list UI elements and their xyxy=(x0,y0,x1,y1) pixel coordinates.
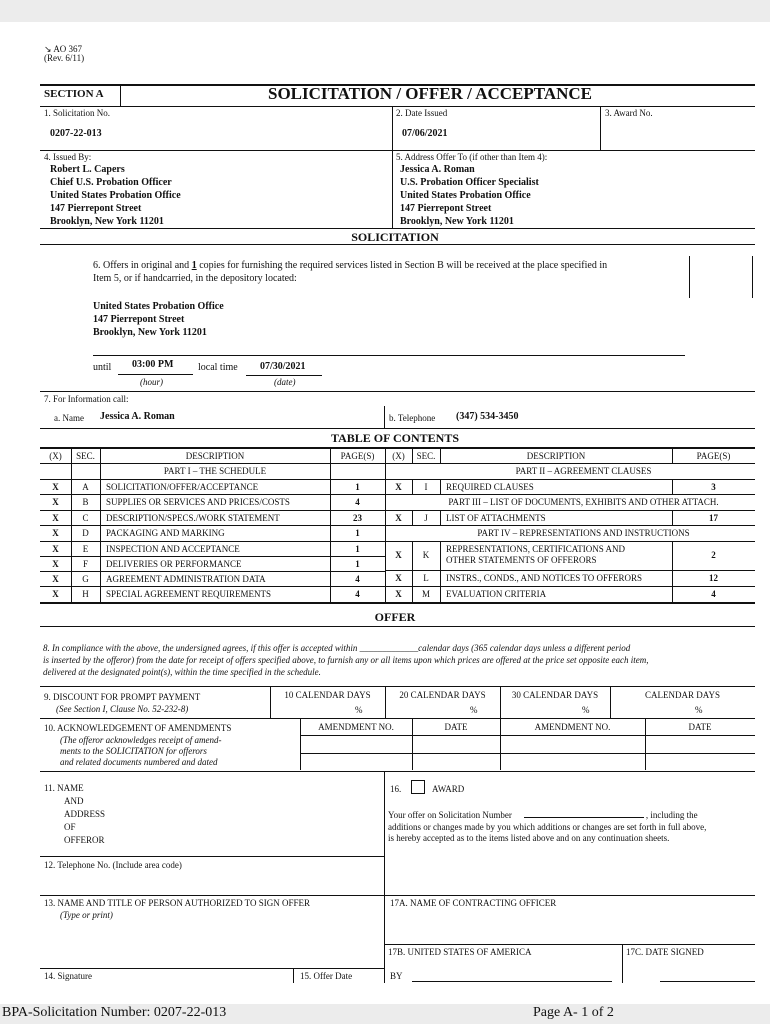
item-6-line2: Item 5, or if handcarried, in the depository located: xyxy=(93,273,297,284)
amend-col: AMENDMENT NO. xyxy=(318,722,394,732)
item-8-line: delivered at the designated point(s), within the time specified in the schedule. xyxy=(43,667,321,677)
toc-desc-line: OTHER STATEMENTS OF OFFERORS xyxy=(446,555,597,565)
item-6-post: copies for furnishing the required services listed in Section B will be received at the place specified in xyxy=(196,260,608,271)
toc-row-divider xyxy=(40,571,385,572)
toc-mark: X xyxy=(52,544,59,554)
toc-mark: X xyxy=(52,497,59,507)
toc-col-sec: SEC. xyxy=(76,451,95,461)
toc-mark: X xyxy=(395,589,402,599)
issued-by-line: Robert L. Capers xyxy=(50,164,125,175)
toc-row-divider xyxy=(40,510,385,511)
toc-mark: X xyxy=(52,574,59,584)
toc-col-sec: SEC. xyxy=(416,451,436,461)
toc-part-4: PART IV – REPRESENTATIONS AND INSTRUCTIONS xyxy=(477,528,690,538)
toc-pages: 1 xyxy=(355,482,360,492)
offeror-label-line: OFFEROR xyxy=(64,835,105,845)
toc-mark: X xyxy=(395,482,402,492)
percent-sign: % xyxy=(695,705,703,715)
toc-desc: LIST OF ATTACHMENTS xyxy=(446,513,546,523)
section-a-label: SECTION A xyxy=(44,88,104,100)
toc-sec: F xyxy=(82,559,88,569)
award-text-3: is hereby accepted as to the items listed above and on any continuation sheets. xyxy=(388,833,670,843)
signature-label: 14. Signature xyxy=(44,971,92,981)
toc-sec: B xyxy=(82,497,89,507)
item-6-text xyxy=(93,260,607,271)
telephone-value: (347) 534-3450 xyxy=(456,411,519,422)
toc-pages: 17 xyxy=(709,513,718,523)
footer-solicitation-number: BPA-Solicitation Number: 0207-22-013 xyxy=(2,1005,227,1020)
discount-col: CALENDAR DAYS xyxy=(645,690,720,700)
solicitation-no-value: 0207-22-013 xyxy=(50,128,102,139)
date-issued-value: 07/06/2021 xyxy=(402,128,448,139)
amend-col: DATE xyxy=(688,722,712,732)
toc-sec: J xyxy=(424,513,428,523)
toc-desc: EVALUATION CRITERIA xyxy=(446,589,547,599)
name-label: a. Name xyxy=(54,413,84,423)
depository-block xyxy=(93,300,224,339)
toc-row-divider xyxy=(40,525,385,526)
pen-icon: ↘ xyxy=(44,44,52,54)
offer-to-line: United States Probation Office xyxy=(400,190,531,201)
offeror-label-line: OF xyxy=(64,822,76,832)
toc-col-pages: PAGE(S) xyxy=(340,451,375,461)
toc-desc-line: REPRESENTATIONS, CERTIFICATIONS AND xyxy=(446,544,626,554)
item-6-pre: 6. Offers in original and xyxy=(93,260,192,271)
info-call-label: 7. For Information call: xyxy=(44,394,129,404)
toc-part-2: PART II – AGREEMENT CLAUSES xyxy=(515,466,652,476)
toc-sec: K xyxy=(422,550,430,560)
toc-col-x: (X) xyxy=(392,451,405,461)
toc-pages: 23 xyxy=(353,513,362,523)
offer-to-line: U.S. Probation Officer Specialist xyxy=(400,177,539,188)
award-text: Your offer on Solicitation Number xyxy=(388,810,512,820)
date-signed-label: 17C. DATE SIGNED xyxy=(626,947,704,957)
offeror-label-line: ADDRESS xyxy=(64,809,106,819)
issued-by-label: 4. Issued By: xyxy=(44,152,92,162)
offer-date-label: 15. Offer Date xyxy=(300,971,353,981)
toc-col-desc: DESCRIPTION xyxy=(526,451,586,461)
by-label: BY xyxy=(390,971,403,981)
percent-sign: % xyxy=(355,705,363,715)
toc-desc: INSPECTION AND ACCEPTANCE xyxy=(106,544,240,554)
percent-sign: % xyxy=(470,705,478,715)
toc-row-divider xyxy=(40,586,385,587)
amendments-sub-line: and related documents numbered and dated xyxy=(60,757,218,767)
amendments-label: 10. ACKNOWLEDGEMENT OF AMENDMENTS xyxy=(44,723,232,733)
toc-sec: H xyxy=(82,589,89,599)
toc-row-divider xyxy=(40,494,385,495)
toc-mark: X xyxy=(52,559,59,569)
toc-heading: TABLE OF CONTENTS xyxy=(330,431,460,445)
toc-col-pages: PAGE(S) xyxy=(696,451,731,461)
toc-row-divider xyxy=(40,556,385,557)
amend-col: DATE xyxy=(444,722,468,732)
address-offer-to-label: 5. Address Offer To (if other than Item 4): xyxy=(396,152,548,162)
depository-line: United States Probation Office xyxy=(93,301,224,312)
toc-desc: SOLICITATION/OFFER/ACCEPTANCE xyxy=(106,482,259,492)
authorized-signer-label: 13. NAME AND TITLE OF PERSON AUTHORIZED TO SIGN OFFER xyxy=(44,898,311,908)
discount-col: 30 CALENDAR DAYS xyxy=(511,690,599,700)
toc-pages: 4 xyxy=(711,589,716,599)
award-text-2: additions or changes made by you which additions or changes are set forth in full above, xyxy=(388,822,707,832)
toc-mark: X xyxy=(395,573,402,583)
depository-line: Brooklyn, New York 11201 xyxy=(93,327,207,338)
item-16-label: 16. xyxy=(390,784,402,794)
award-text: , including the xyxy=(645,810,698,820)
amendments-sub-line: ments to the SOLICITATION for offerors xyxy=(60,746,207,756)
toc-col-x: (X) xyxy=(49,451,62,461)
item-8-line: 8. In compliance with the above, the undersigned agrees, if this offer is accepted within _____________calendar days (365 calendar days unless a different period xyxy=(43,643,631,653)
discount-sub: (See Section I, Clause No. 52-232-8) xyxy=(56,704,189,714)
toc-sec: M xyxy=(421,589,430,599)
toc-mark: X xyxy=(395,513,402,523)
toc-pages: 1 xyxy=(355,559,360,569)
form-title: SOLICITATION / OFFER / ACCEPTANCE xyxy=(268,84,592,103)
toc-part-3: PART III – LIST OF DOCUMENTS, EXHIBITS AND OTHER ATTACH. xyxy=(448,497,719,507)
authorized-signer-sub: (Type or print) xyxy=(60,910,113,920)
toc-part-1: PART I – THE SCHEDULE xyxy=(163,466,267,476)
item-8-text xyxy=(43,642,648,678)
issued-by-block xyxy=(50,163,181,228)
discount-col: 20 CALENDAR DAYS xyxy=(399,690,486,700)
usa-label: 17B. UNITED STATES OF AMERICA xyxy=(388,947,532,957)
offeror-label-line: 11. NAME xyxy=(44,783,84,793)
form-rev: (Rev. 6/11) xyxy=(44,53,85,63)
depository-line: 147 Pierrepont Street xyxy=(93,314,185,325)
telephone-label: b. Telephone xyxy=(389,413,436,423)
amendments-sub xyxy=(60,735,222,768)
award-label: AWARD xyxy=(432,784,465,794)
offeror-name-address-label xyxy=(44,782,105,847)
toc-pages: 4 xyxy=(355,497,360,507)
toc-col-desc: DESCRIPTION xyxy=(185,451,245,461)
toc-desc: PACKAGING AND MARKING xyxy=(106,528,225,538)
solicitation-number-blank[interactable] xyxy=(524,817,644,818)
toc-sec: C xyxy=(82,513,89,523)
toc-sec: A xyxy=(82,482,89,492)
toc-sec: I xyxy=(424,482,428,492)
percent-sign: % xyxy=(582,705,590,715)
toc-desc: SUPPLIES OR SERVICES AND PRICES/COSTS xyxy=(106,497,290,507)
issued-by-line: Brooklyn, New York 11201 xyxy=(50,216,164,227)
form-page xyxy=(0,22,770,1004)
local-time-label: local time xyxy=(198,362,238,373)
toc-desc: DELIVERIES OR PERFORMANCE xyxy=(106,559,242,569)
toc-sec: D xyxy=(82,528,89,538)
amendments-sub-line: (The offeror acknowledges receipt of amend- xyxy=(60,735,222,745)
toc-mark: X xyxy=(395,550,402,560)
toc-pages: 3 xyxy=(711,482,716,492)
issued-by-line: United States Probation Office xyxy=(50,190,181,201)
discount-col: 10 CALENDAR DAYS xyxy=(284,690,371,700)
toc-desc: SPECIAL AGREEMENT REQUIREMENTS xyxy=(106,589,272,599)
toc-mark: X xyxy=(52,528,59,538)
item-6-copies: 1 xyxy=(191,260,197,271)
solicitation-heading: SOLICITATION xyxy=(351,230,439,244)
offer-heading: OFFER xyxy=(374,610,416,624)
toc-pages: 4 xyxy=(355,589,360,599)
toc-desc: AGREEMENT ADMINISTRATION DATA xyxy=(106,574,266,584)
contracting-officer-label: 17A. NAME OF CONTRACTING OFFICER xyxy=(390,898,557,908)
footer-page-number: Page A- 1 of 2 xyxy=(533,1005,614,1020)
toc-desc: REQUIRED CLAUSES xyxy=(446,482,534,492)
date-issued-label: 2. Date Issued xyxy=(396,108,448,118)
toc-pages: 2 xyxy=(711,550,716,560)
toc-desc: INSTRS., CONDS., AND NOTICES TO OFFERORS xyxy=(446,573,642,583)
toc-pages: 1 xyxy=(355,528,360,538)
toc-desc xyxy=(446,544,625,566)
toc-mark: X xyxy=(52,589,59,599)
offer-to-line: Jessica A. Roman xyxy=(400,164,475,175)
name-value: Jessica A. Roman xyxy=(100,411,175,422)
toc-pages: 12 xyxy=(709,573,718,583)
until-time: 03:00 PM xyxy=(132,359,174,370)
item-8-line: is inserted by the offeror) from the date for receipt of offers specified above, to furnish any or all items upon which prices are offered at the price set opposite each item, xyxy=(43,655,649,665)
award-checkbox[interactable] xyxy=(411,780,425,794)
issued-by-line: Chief U.S. Probation Officer xyxy=(50,177,172,188)
date-caption: (date) xyxy=(274,377,296,387)
offer-to-block xyxy=(400,163,539,228)
toc-row-divider xyxy=(40,541,385,542)
hour-caption: (hour) xyxy=(140,377,163,387)
until-label: until xyxy=(93,362,112,373)
solicitation-no-label: 1. Solicitation No. xyxy=(44,108,110,118)
toc-sec: E xyxy=(82,544,89,554)
offer-to-line: 147 Pierrepont Street xyxy=(400,203,492,214)
toc-pages: 4 xyxy=(355,574,360,584)
discount-label: 9. DISCOUNT FOR PROMPT PAYMENT xyxy=(44,692,201,702)
toc-sec: G xyxy=(82,574,89,584)
telephone-no-label: 12. Telephone No. (Include area code) xyxy=(44,860,182,870)
toc-mark: X xyxy=(52,482,59,492)
amend-col: AMENDMENT NO. xyxy=(534,722,611,732)
offer-to-line: Brooklyn, New York 11201 xyxy=(400,216,514,227)
offeror-label-line: AND xyxy=(64,796,84,806)
form-id-text: AO 367 xyxy=(53,44,83,54)
toc-desc: DESCRIPTION/SPECS./WORK STATEMENT xyxy=(106,513,280,523)
toc-sec: L xyxy=(423,573,429,583)
toc-mark: X xyxy=(52,513,59,523)
toc-pages: 1 xyxy=(355,544,360,554)
issued-by-line: 147 Pierrepont Street xyxy=(50,203,142,214)
award-no-label: 3. Award No. xyxy=(605,108,653,118)
until-date: 07/30/2021 xyxy=(260,361,306,372)
award-text-1 xyxy=(388,810,698,820)
